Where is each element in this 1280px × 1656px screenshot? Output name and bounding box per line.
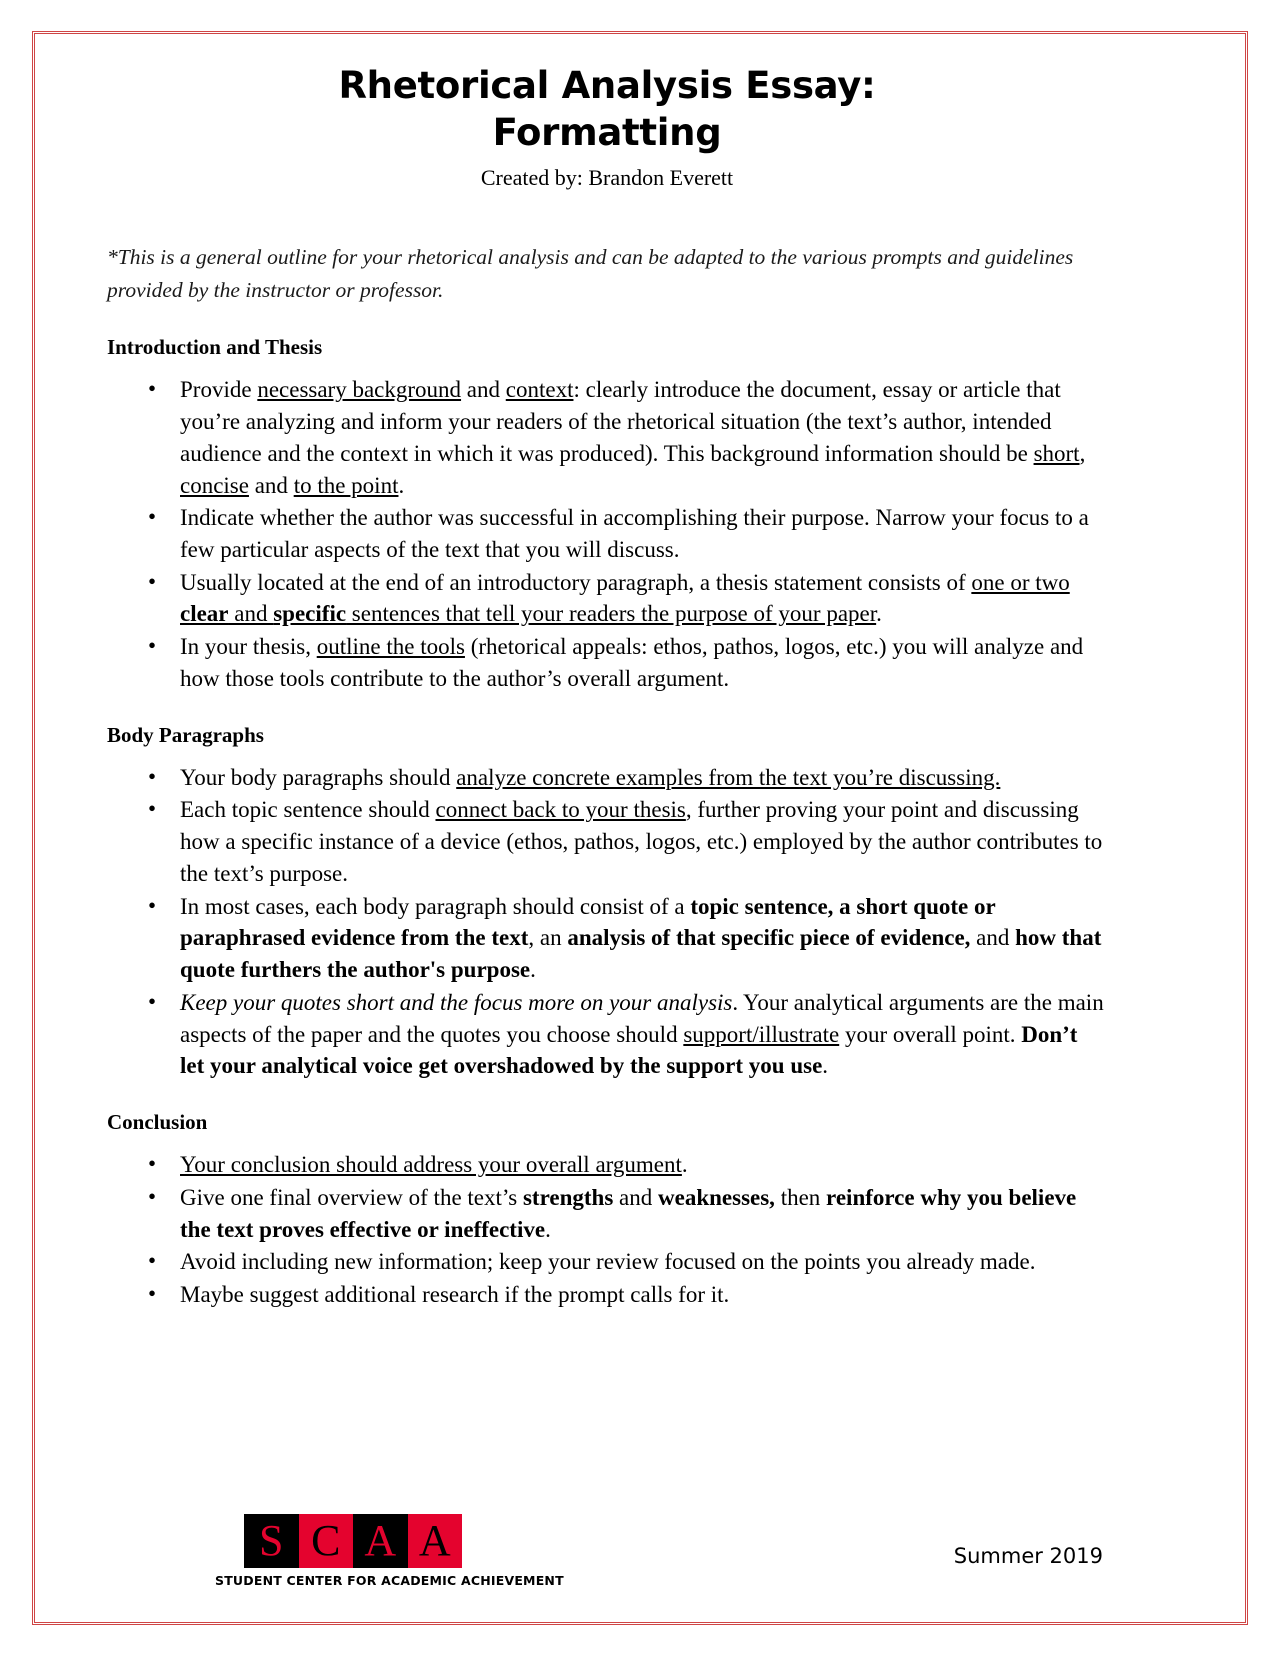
list-item bbox=[107, 567, 1107, 630]
document-content bbox=[107, 62, 1107, 1312]
text-run: and bbox=[970, 925, 1016, 951]
title-line-2: Formatting bbox=[492, 111, 722, 155]
section-heading-body-paragraphs: Body Paragraphs bbox=[107, 722, 264, 747]
underlined-run: short bbox=[1033, 440, 1080, 466]
underlined-run: outline the tools bbox=[316, 634, 465, 660]
text-run: (rhetorical appeals: ethos, pathos, logos, etc.) you will analyze and how those tools contribute to the author’s overall argument. bbox=[180, 634, 1084, 691]
text-run: . Your analytical arguments are the main aspects of the paper and the quotes you choose should bbox=[180, 989, 1104, 1047]
list-item bbox=[107, 1246, 1107, 1278]
section-heading-conclusion: Conclusion bbox=[107, 1110, 208, 1135]
byline: Created by: Brandon Everett bbox=[480, 164, 734, 190]
text-run: Each topic sentence should bbox=[180, 797, 436, 823]
bold-run: analysis of that specific piece of evidence, bbox=[567, 925, 971, 951]
text-run: , bbox=[1079, 440, 1086, 466]
list-item bbox=[107, 987, 1107, 1082]
intro-note: *This is a general outline for your rhetorical analysis and can be adapted to the various prompts and guidelines provided by the instructor or professor. bbox=[107, 244, 1074, 303]
list-item bbox=[107, 762, 1107, 794]
text-run: Your body paragraphs should bbox=[180, 764, 457, 790]
list-item bbox=[107, 502, 1107, 565]
bold-run: topic sentence, a short quote or paraphrased evidence from the text bbox=[180, 893, 996, 951]
text-run: . bbox=[822, 1053, 829, 1079]
text-run: In most cases, each body paragraph should consist of a bbox=[180, 893, 691, 919]
text-run: . bbox=[398, 472, 405, 498]
text-run: . bbox=[530, 957, 536, 983]
logo-tile-a1: A bbox=[353, 1514, 408, 1568]
title-line-1: Rhetorical Analysis Essay: bbox=[338, 64, 876, 107]
bold-run: strengths bbox=[522, 1184, 614, 1210]
text-run: . bbox=[545, 1216, 551, 1242]
list-item bbox=[107, 1149, 1107, 1181]
bullet-list-conclusion bbox=[107, 1149, 1107, 1311]
text-run: Provide bbox=[180, 377, 258, 403]
bold-run: Don’t let your analytical voice get overshadowed by the support you use bbox=[180, 1021, 1078, 1079]
text-run: . bbox=[681, 1152, 688, 1178]
scaa-logo bbox=[215, 1514, 564, 1588]
underlined-run: support/illustrate bbox=[683, 1021, 840, 1047]
text-run: . bbox=[876, 601, 882, 627]
italic-run: Keep your quotes short and the focus more on your analysis bbox=[180, 989, 733, 1015]
underlined-run: context bbox=[505, 377, 574, 403]
underlined-run: necessary background bbox=[257, 377, 462, 403]
logo-tile-c: C bbox=[299, 1514, 354, 1568]
bold-run: how that quote furthers the author's purpose bbox=[180, 925, 1102, 983]
text-run: In your thesis, bbox=[180, 634, 317, 660]
text-run: one or two bbox=[971, 569, 1070, 595]
underlined-run: concise bbox=[180, 472, 249, 498]
logo-letter-tiles bbox=[244, 1514, 462, 1568]
text-run: sentences that tell your readers the purpose of your paper bbox=[346, 601, 877, 627]
list-item bbox=[107, 891, 1107, 986]
text-run: Indicate whether the author was successful in accomplishing their purpose. Narrow your focus to a few particular aspects of the text that you will discuss. bbox=[180, 505, 1089, 563]
bold-run: clear bbox=[180, 601, 229, 627]
section-heading-introduction: Introduction and Thesis bbox=[107, 335, 323, 360]
text-run: Give one final overview of the text’s bbox=[180, 1184, 523, 1210]
text-run: and bbox=[461, 377, 506, 403]
text-run: , further proving your point and discussing how a specific instance of a device (ethos, pathos, logos, etc.) employed by the author contributes to the text’s purpose. bbox=[180, 797, 1103, 886]
text-run: : clearly introduce the document, essay or article that you’re analyzing and inform your readers of the rhetorical situation (the text’s author, intended audience and the context in which it was produced). This background information should be bbox=[180, 377, 1061, 466]
text-run: and bbox=[228, 601, 274, 627]
page-footer bbox=[107, 1468, 1173, 1588]
text-run: and bbox=[248, 472, 294, 498]
text-run: Avoid including new information; keep your review focused on the points you already made. bbox=[180, 1249, 1036, 1275]
underlined-run: connect back to your thesis bbox=[435, 797, 686, 823]
text-run: , an bbox=[528, 925, 568, 951]
logo-tagline: STUDENT CENTER FOR ACADEMIC ACHIEVEMENT bbox=[215, 1573, 564, 1588]
text-run: Usually located at the end of an introductory paragraph, a thesis statement consists of bbox=[180, 569, 972, 595]
bold-run: weaknesses, bbox=[658, 1184, 775, 1210]
bold-run: specific bbox=[273, 601, 347, 627]
bold-run: reinforce why you believe the text proves effective or ineffective bbox=[180, 1184, 1077, 1242]
text-run: your overall point. bbox=[839, 1021, 1022, 1047]
list-item bbox=[107, 631, 1107, 694]
term-label: Summer 2019 bbox=[953, 1544, 1103, 1568]
list-item bbox=[107, 1279, 1107, 1311]
list-item bbox=[107, 794, 1107, 889]
list-item bbox=[107, 1182, 1107, 1245]
underlined-run: to the point bbox=[293, 472, 399, 498]
text-run: then bbox=[774, 1184, 827, 1210]
bullet-list-body-paragraphs bbox=[107, 762, 1107, 1082]
logo-tile-a2: A bbox=[408, 1514, 463, 1568]
bullet-list-introduction bbox=[107, 374, 1107, 694]
logo-tile-s: S bbox=[244, 1514, 299, 1568]
underlined-run: analyze concrete examples from the text you’re discussing. bbox=[456, 764, 1001, 790]
text-run: and bbox=[613, 1184, 659, 1210]
list-item bbox=[107, 374, 1107, 501]
text-run: Maybe suggest additional research if the prompt calls for it. bbox=[180, 1281, 730, 1307]
page-title bbox=[107, 62, 1107, 157]
underlined-run: Your conclusion should address your overall argument bbox=[180, 1152, 682, 1178]
